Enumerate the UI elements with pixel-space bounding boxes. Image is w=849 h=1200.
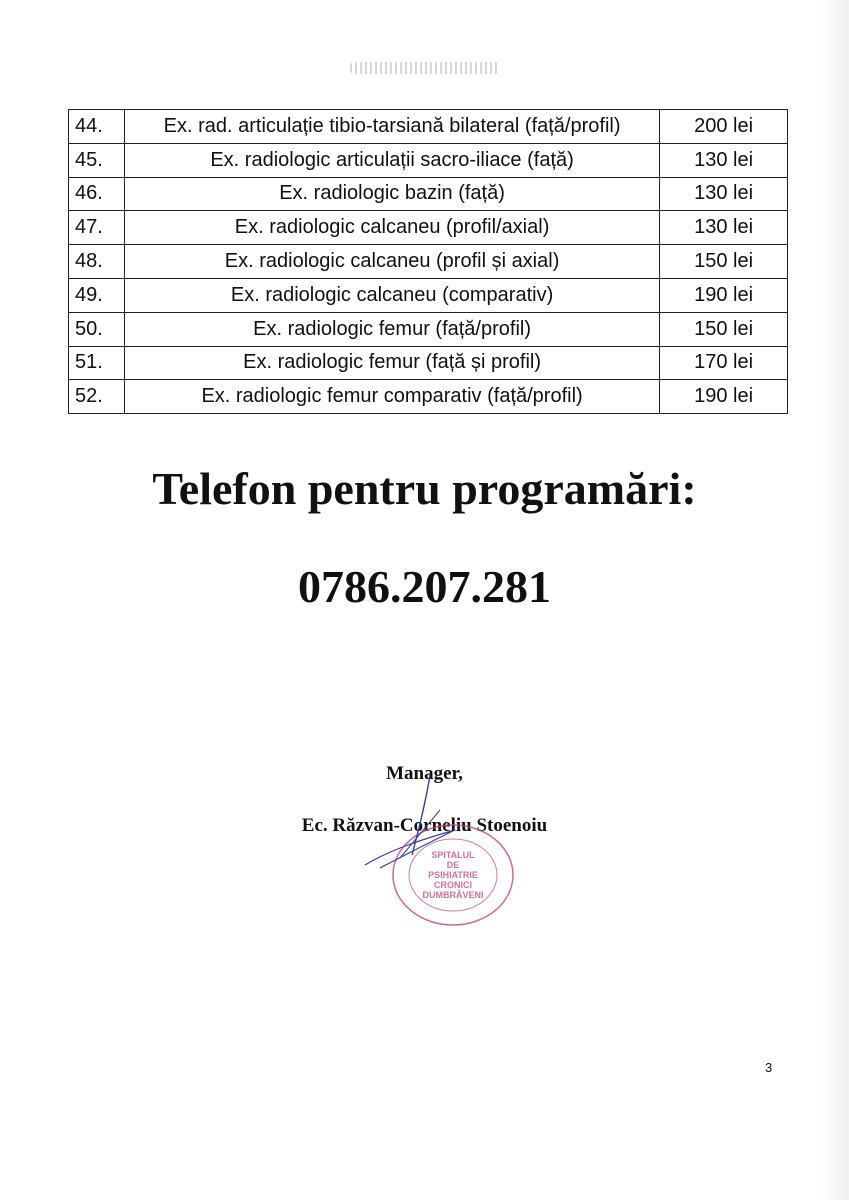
table-row xyxy=(69,143,788,177)
svg-text:SPITALUL: SPITALUL xyxy=(431,850,475,860)
table-row xyxy=(69,278,788,312)
manager-name: Ec. Răzvan-Corneliu Stoenoiu xyxy=(301,815,548,836)
svg-text:DUMBRĂVENI: DUMBRĂVENI xyxy=(422,890,484,900)
row-description: Ex. radiologic calcaneu (profil/axial) xyxy=(124,211,659,245)
phone-number: 0786.207.281 xyxy=(298,561,551,612)
table-row xyxy=(69,110,788,144)
row-number: 44. xyxy=(69,110,125,144)
row-number: 49. xyxy=(69,278,125,312)
row-number: 51. xyxy=(69,346,125,380)
table-row xyxy=(69,211,788,245)
svg-text:CRONICI: CRONICI xyxy=(434,880,472,890)
phone-heading: Telefon pentru programări: xyxy=(152,463,697,514)
row-number: 47. xyxy=(69,211,125,245)
svg-text:DE: DE xyxy=(446,860,460,870)
row-description: Ex. radiologic femur comparativ (față/profil) xyxy=(124,380,659,414)
row-description: Ex. rad. articulație tibio-tarsiană bilateral (față/profil) xyxy=(124,110,659,144)
manager-label: Manager, xyxy=(386,763,463,784)
row-description: Ex. radiologic calcaneu (comparativ) xyxy=(124,278,659,312)
table-row xyxy=(69,346,788,380)
table-row xyxy=(69,177,788,211)
row-description: Ex. radiologic articulații sacro-iliace (față) xyxy=(124,143,659,177)
row-price: 190 lei xyxy=(660,380,788,414)
row-number: 45. xyxy=(69,143,125,177)
row-number: 46. xyxy=(69,177,125,211)
price-table xyxy=(68,109,788,414)
handwritten-signature xyxy=(360,770,470,880)
row-description: Ex. radiologic femur (față/profil) xyxy=(124,312,659,346)
page-number: 3 xyxy=(765,1060,773,1075)
row-price: 200 lei xyxy=(660,110,788,144)
row-price: 150 lei xyxy=(660,312,788,346)
scan-artifact xyxy=(350,62,500,74)
row-description: Ex. radiologic femur (față și profil) xyxy=(124,346,659,380)
row-description: Ex. radiologic calcaneu (profil și axial) xyxy=(124,245,659,279)
row-price: 130 lei xyxy=(660,211,788,245)
row-description: Ex. radiologic bazin (față) xyxy=(124,177,659,211)
row-price: 170 lei xyxy=(660,346,788,380)
svg-text:PSIHIATRIE: PSIHIATRIE xyxy=(428,870,478,880)
table-row xyxy=(69,312,788,346)
table-row xyxy=(69,380,788,414)
row-number: 48. xyxy=(69,245,125,279)
row-price: 150 lei xyxy=(660,245,788,279)
row-price: 130 lei xyxy=(660,177,788,211)
row-number: 52. xyxy=(69,380,125,414)
table-row xyxy=(69,245,788,279)
row-price: 190 lei xyxy=(660,278,788,312)
row-price: 130 lei xyxy=(660,143,788,177)
row-number: 50. xyxy=(69,312,125,346)
